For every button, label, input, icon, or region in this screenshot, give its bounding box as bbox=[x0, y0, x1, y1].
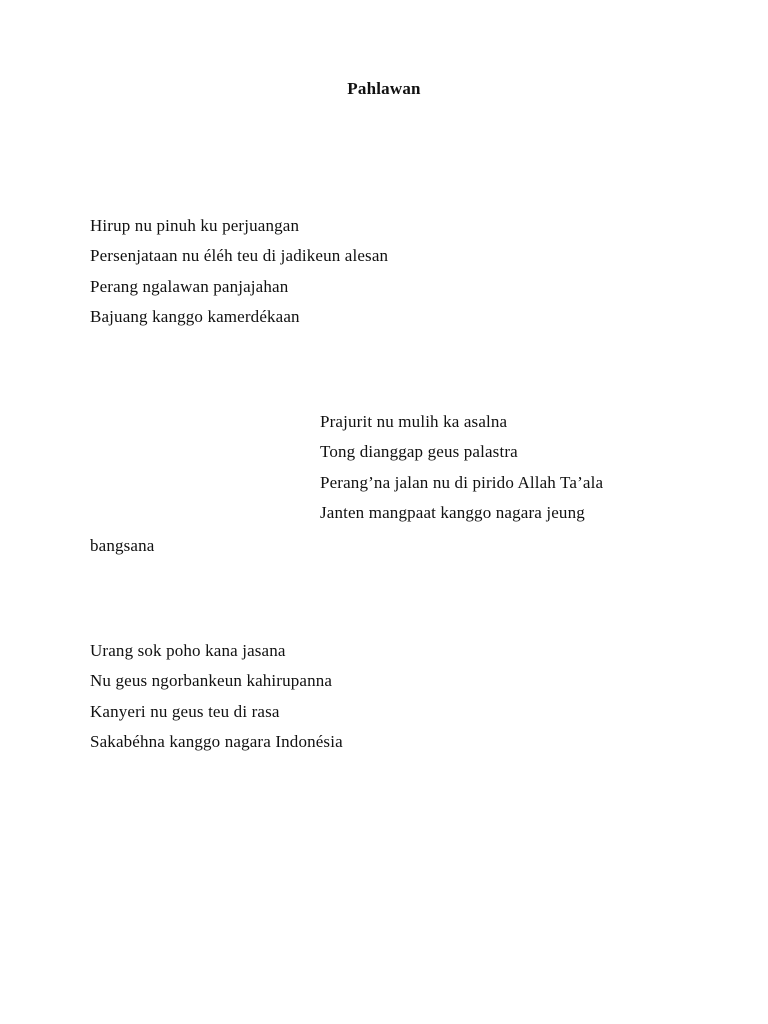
poem-line: Hirup nu pinuh ku perjuangan bbox=[90, 216, 300, 235]
poem-line: Perang’na jalan nu di pirido Allah Ta’ala bbox=[320, 472, 604, 492]
poem-line: Nu geus ngorbankeun kahirupanna bbox=[90, 671, 333, 691]
poem-line: Sakabéhna kanggo nagara Indonésia bbox=[90, 732, 343, 752]
poem-line: Prajurit nu mulih ka asalna bbox=[320, 412, 508, 431]
poem-line: Bajuang kanggo kamerdékaan bbox=[90, 307, 300, 327]
poem-line: Janten mangpaat kanggo nagara jeung bbox=[320, 503, 585, 523]
poem-line: Persenjataan nu éléh teu di jadikeun alesan bbox=[90, 246, 389, 266]
poem-line: Urang sok poho kana jasana bbox=[90, 641, 286, 660]
poem-line: Tong dianggap geus palastra bbox=[320, 442, 518, 462]
stanza-3 bbox=[90, 636, 343, 758]
stanza-2 bbox=[320, 407, 603, 529]
poem-line: Kanyeri nu geus teu di rasa bbox=[90, 701, 280, 721]
poem-title: Pahlawan bbox=[347, 79, 421, 98]
stanza-1 bbox=[90, 211, 388, 333]
poem-line-wrapped: bangsana bbox=[90, 536, 155, 555]
poem-line: Perang ngalawan panjajahan bbox=[90, 276, 289, 296]
